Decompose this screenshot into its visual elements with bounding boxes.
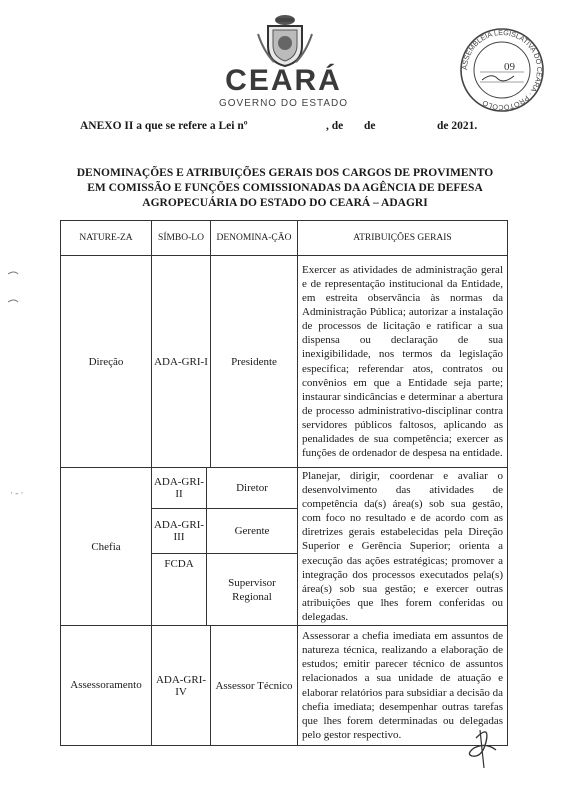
table-row	[61, 468, 508, 626]
roles-table	[60, 220, 508, 746]
sub-simbolo: ADA-GRI-III	[152, 509, 207, 553]
row-natureza: Direção	[61, 256, 152, 468]
table-row	[61, 626, 508, 746]
document-title: DENOMINAÇÕES E ATRIBUIÇÕES GERAIS DOS CARGOS DE PROVIMENTO EM COMISSÃO E FUNÇÕES COMISSIONADAS DA AGÊNCIA DE DEFESA AGROPECUÁRIA DO ESTADO DO CEARÁ – ADAGRI	[76, 167, 494, 209]
annex-de-2: de	[364, 120, 376, 132]
annex-reference: ANEXO II a que se refere a Lei nº	[80, 120, 248, 132]
header-denominacao: DENOMINA-ÇÃO	[211, 221, 298, 256]
sub-denominacao: Diretor	[236, 482, 268, 494]
row-atribuicoes: Assessorar a chefia imediata em assuntos de natureza técnica, realizando a elaboração de estudos; emitir parecer técnico de assuntos relacionados a sua unidade de atuação e elaborar relatórios para subsidiar a decisão da chefia imediata; desempenhar outras tarefas que lhes forem determinadas ou delegadas pelo gestor respectivo.	[298, 626, 508, 746]
svg-text:· - ·: · - ·	[10, 488, 24, 498]
annex-year: de 2021.	[437, 120, 478, 132]
annex-de-1: , de	[326, 120, 344, 132]
header-simbolo: SÍMBO-LO	[152, 221, 211, 256]
protocol-stamp-icon	[458, 26, 546, 114]
scan-mark-icon	[10, 488, 40, 498]
header-natureza: NATURE-ZA	[61, 221, 152, 256]
sub-denominacao: Gerente	[234, 525, 270, 537]
sub-denominacao: Supervisor Regional	[228, 576, 276, 603]
row-atribuicoes: Planejar, dirigir, coordenar e avaliar o desenvolvimento das atividades de competência da(s) área(s) sob sua gestão, com foco no resultado e de acordo com as diretrizes gerais estabelecidas pela Direção Superior e Gerência Superior; orienta a execução das ações estratégicas; promover a integração dos processos executados pela(s) área(s) sob sua gestão; e exercer outras atribuições que lhes forem conferidas ou delegadas.	[298, 468, 508, 626]
row-atribuicoes: Exercer as atividades de administração geral e de representação institucional da Entidade, em estreita observância às normas da Administração Pública; autorizar a instalação de processos de licitação e ratificar a sua dispensa ou declaração de sua inexigibilidade, nos termos da legislação específica; referendar atos, contratos ou convênios em que a Entidade seja parte; instaurar sindicâncias e determinar a abertura de processo administrativo-disciplinar contra servidores públicos faltosos, aplicando as penalidades de sua competência; exercer as funções de ordenador de despesa na entidade.	[298, 256, 508, 468]
sub-simbolo: ADA-GRI-II	[152, 468, 207, 508]
row-natureza: Assessoramento	[61, 626, 152, 746]
table-row	[61, 256, 508, 468]
scan-mark-icon	[6, 268, 20, 308]
row-simbolo: ADA-GRI-I	[152, 256, 211, 468]
brand-subtitle: GOVERNO DO ESTADO	[218, 98, 349, 109]
stamp-page-number: 09	[504, 61, 515, 73]
header-atribuicoes: ATRIBUIÇÕES GERAIS	[298, 221, 508, 256]
row-simbolo: ADA-GRI-IV	[152, 626, 211, 746]
row-denominacao: Presidente	[211, 256, 298, 468]
row-natureza: Chefia	[61, 468, 152, 626]
brand-title: CEARÁ	[225, 64, 342, 97]
table-header-row	[61, 221, 508, 256]
signature-icon	[456, 718, 516, 778]
state-coat-of-arms-icon	[250, 12, 320, 68]
row-denominacao: Assessor Técnico	[211, 626, 298, 746]
sub-simbolo: FCDA	[152, 554, 207, 625]
stamp-ring-text: ASSEMBLEIA LEGISLATIVA DO CEARÁ · PROTOCOLO	[459, 27, 545, 113]
